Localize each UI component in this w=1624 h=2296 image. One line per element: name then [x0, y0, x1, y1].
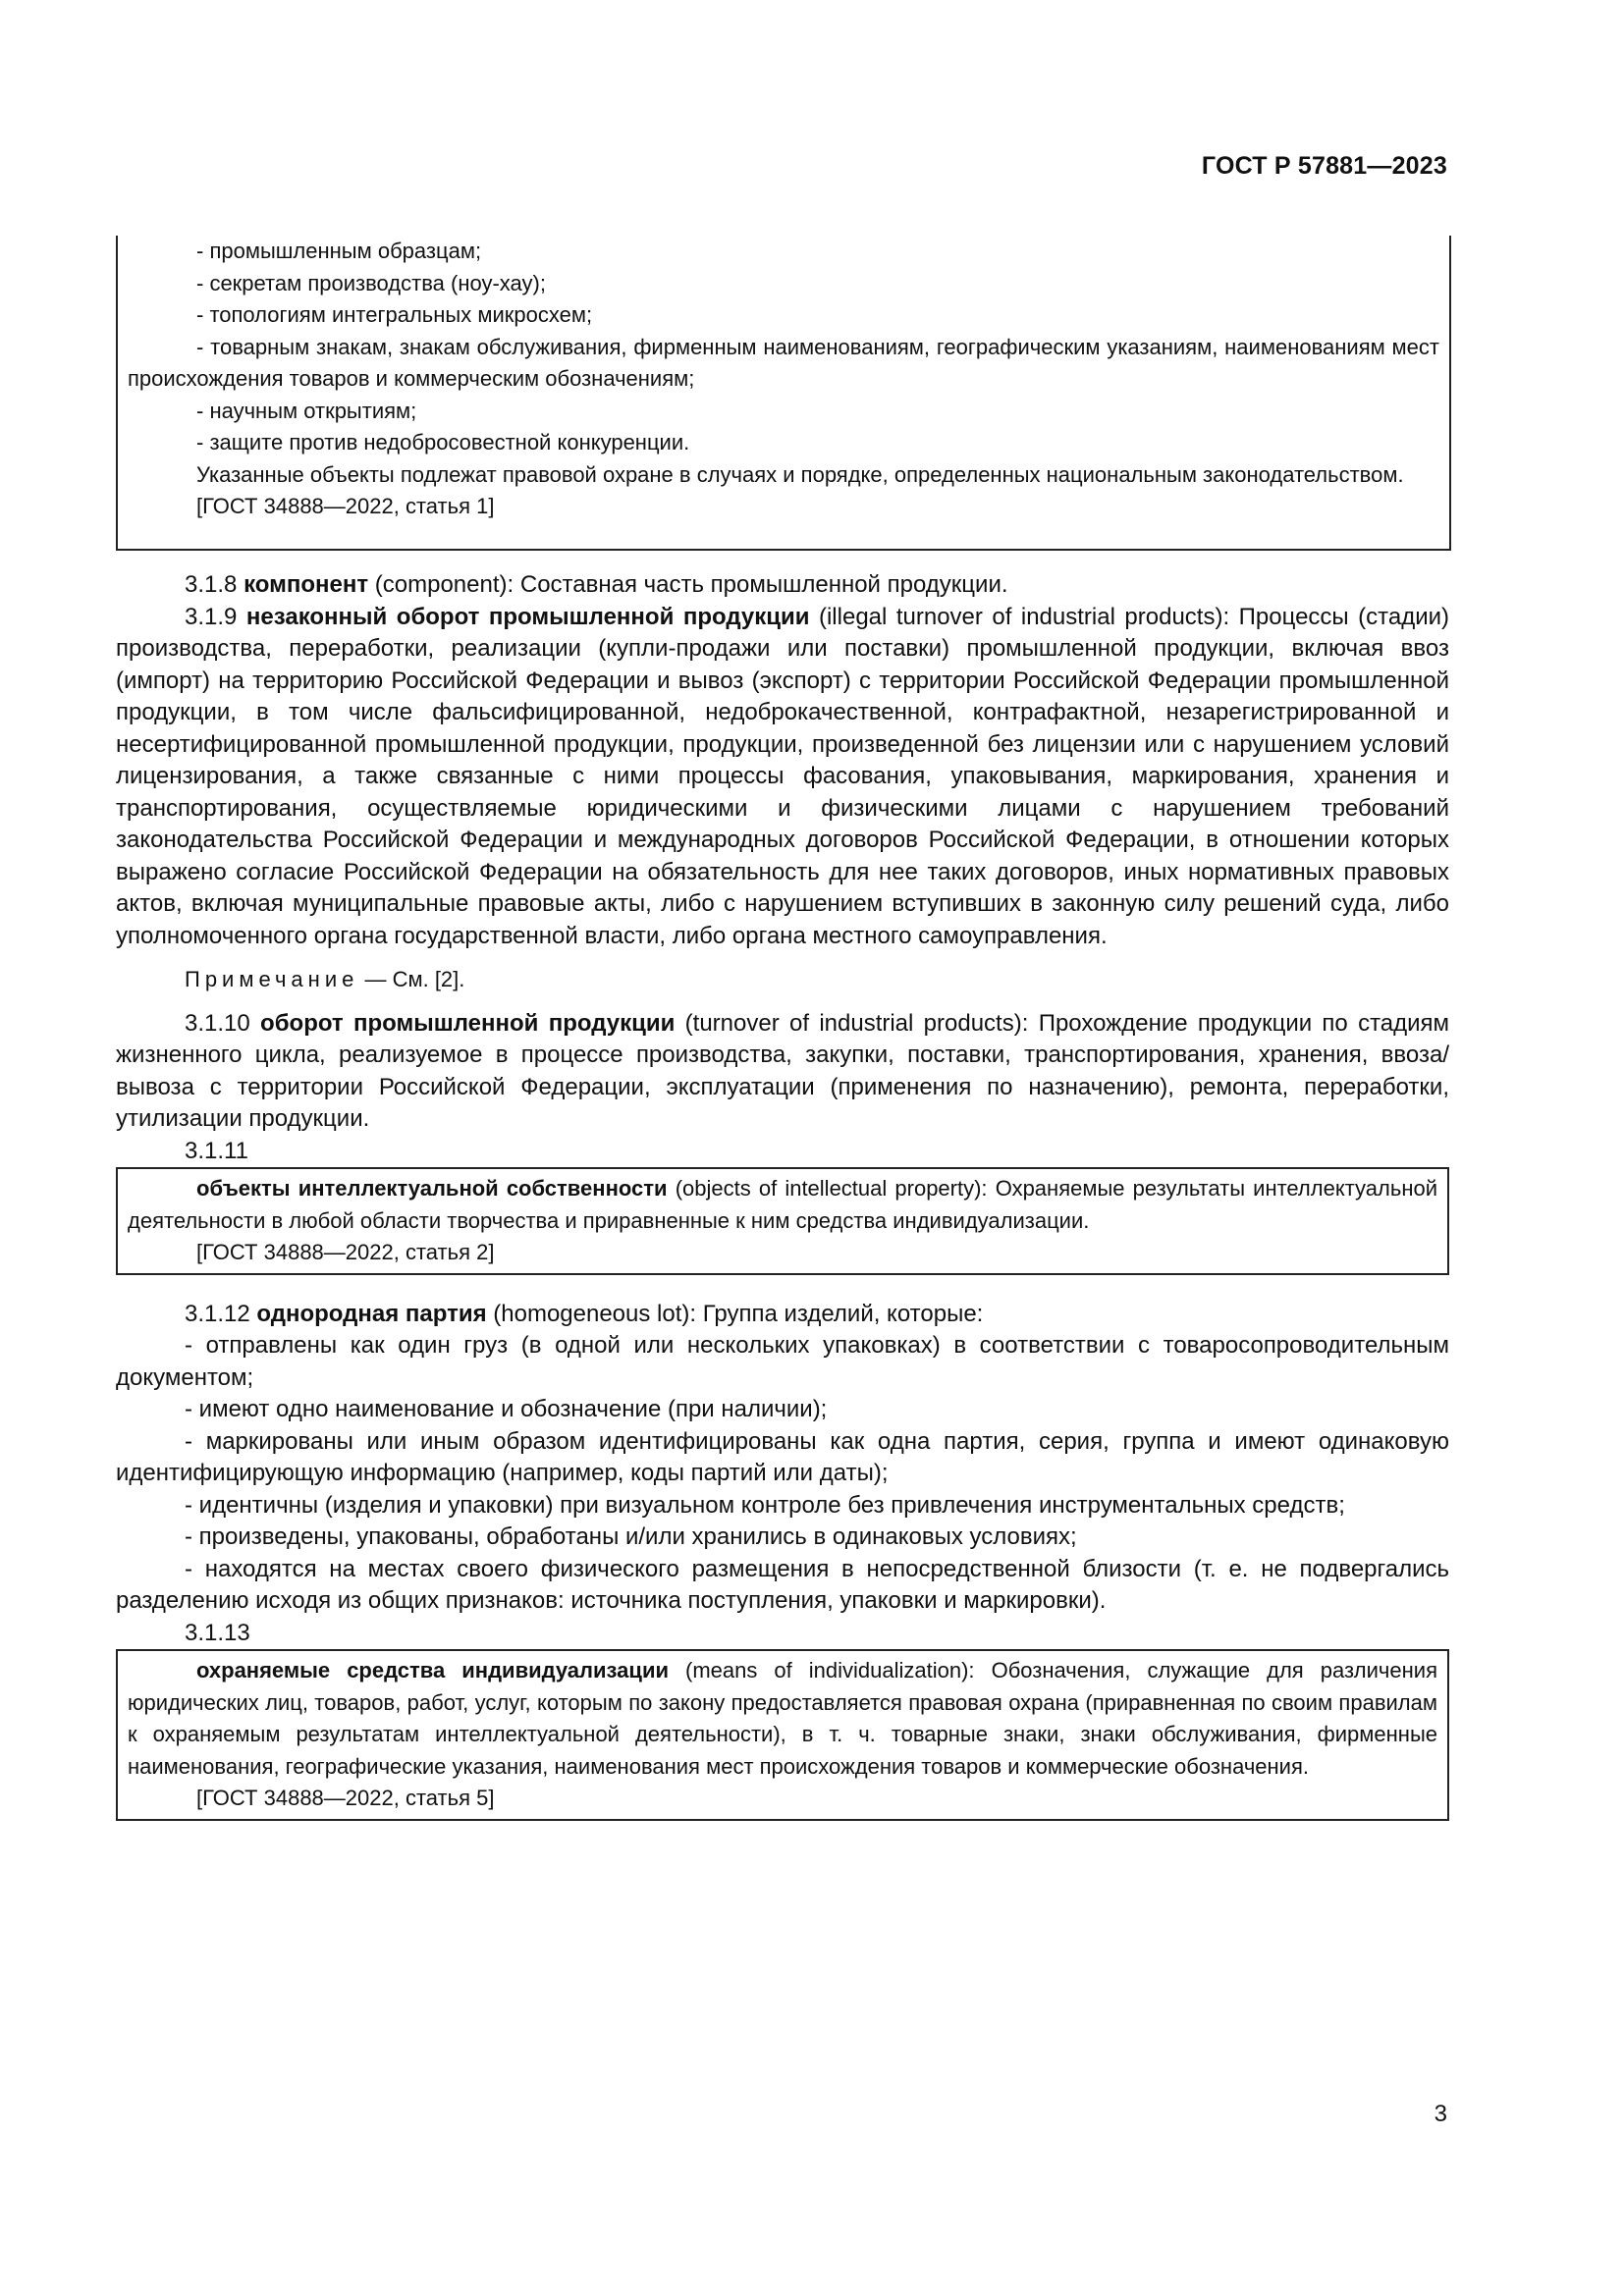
continued-citation-box — [116, 236, 1451, 551]
term-number: 3.1.13 — [185, 1619, 250, 1646]
note: Примечание — См. [2]. — [185, 967, 465, 991]
citation-reference: [ГОСТ 34888—2022, статья 5] — [196, 1786, 495, 1810]
list-item: - научным открытиям; — [196, 398, 417, 423]
list-item: - топологиям интегральных микросхем; — [196, 302, 593, 327]
list-item: - промышленным образцам; — [196, 239, 482, 263]
list-item: - произведены, упакованы, обработаны и/или хранились в одинаковых условиях; — [185, 1523, 1077, 1550]
list-item: - находятся на местах своего физического размещения в непосредственной близости (т. е. не подвергались разделению исходя из общих признаков: источника поступления, упаковки и маркировки). — [116, 1555, 1449, 1614]
list-item: - отправлены как один груз (в одной или нескольких упаковках) в соответствии с товаросопроводительным документом; — [116, 1332, 1449, 1391]
list-item: - имеют одно наименование и обозначение (при наличии); — [185, 1396, 828, 1422]
citation-reference: [ГОСТ 34888—2022, статья 2] — [196, 1240, 495, 1264]
list-item: - товарным знакам, знакам обслуживания, фирменным наименованиям, географическим указаниям, наименованиям мест происхождения товаров и коммерческим обозначениям; — [128, 334, 1439, 391]
list-item: - маркированы или иным образом идентифицированы как одна партия, серия, группа и имеют одинаковую идентифицирующую информацию (например, коды партий или даты); — [116, 1427, 1449, 1486]
term-3-1-9: 3.1.9 незаконный оборот промышленной продукции (illegal turnover of industrial products): Процессы (стадии) производства, переработки, реализации (купли-продажи или поставки) промышленной продукции, включая ввоз (импорт) на территорию Российской Федерации и вывоз (экспорт) с территории Российской Федерации промышленной продукции, в том числе фальсифицированной, недоброкачественной, контрафактной, незарегистрированной и несертифицированной промышленной продукции, продукции, произведенной без лицензии или с нарушением условий лицензирования, а также связанные с ними процессы фасования, упаковывания, маркирования, хранения и транспортирования, осуществляемые юридическими и физическими лицами с нарушением требований законодательства Российской Федерации и международных договоров Российской Федерации, в отношении которых выражено согласие Российской Федерации на обязательность для нее таких договоров, иных нормативных правовых актов, включая муниципальные правовые акты, либо с нарушением вступивших в законную силу решений суда, либо уполномоченного органа государственной власти, либо органа местного самоуправления. — [116, 603, 1450, 949]
list-item: - идентичны (изделия и упаковки) при визуальном контроле без привлечения инструментальных средств; — [185, 1491, 1345, 1519]
term-3-1-13: охраняемые средства индивидуализации (means of individualization): Обозначения, служащие для различения юридических лиц, товаров, работ, услуг, которым по закону предоставляется правовая охрана (приравненная по своим правилам к охраняемым результатам интеллектуальной деятельности), в т. ч. товарные знаки, знаки обслуживания, фирменные наименования, географические указания, наименования мест происхождения товаров и коммерческие обозначения. — [128, 1658, 1437, 1779]
term-3-1-8: 3.1.8 компонент (component): Составная часть промышленной продукции. — [185, 571, 1008, 598]
term-3-1-12: 3.1.12 однородная партия (homogeneous lot): Группа изделий, которые: — [185, 1300, 984, 1327]
box-paragraph: Указанные объекты подлежат правовой охране в случаях и порядке, определенных национальным законодательством. — [196, 461, 1404, 487]
term-number: 3.1.11 — [185, 1137, 248, 1164]
list-item: - секретам производства (ноу-хау); — [196, 270, 546, 295]
term-3-1-11-box — [116, 1167, 1449, 1275]
term-3-1-10: 3.1.10 оборот промышленной продукции (turnover of industrial products): Прохождение продукции по стадиям жизненного цикла, реализуемое в процессе производства, закупки, поставки, транспортирования, хранения, ввоза/вывоза с территории Российской Федерации, эксплуатации (применения по назначению), ремонта, переработки, утилизации продукции. — [116, 1009, 1450, 1132]
term-3-1-11: объекты интеллектуальной собственности (objects of intellectual property): Охраняемые результаты интеллектуальной деятельности в любой области творчества и приравненные к ним средства индивидуализации. — [128, 1176, 1437, 1233]
page-number: 3 — [1434, 2101, 1447, 2127]
note-label: Примечание — [185, 967, 359, 991]
list-item: - защите против недобросовестной конкуренции. — [196, 430, 690, 454]
document-header: ГОСТ Р 57881—2023 — [1201, 152, 1447, 180]
term-3-1-13-box — [116, 1649, 1449, 1821]
main-content — [116, 569, 1449, 1821]
citation-reference: [ГОСТ 34888—2022, статья 1] — [196, 494, 495, 518]
